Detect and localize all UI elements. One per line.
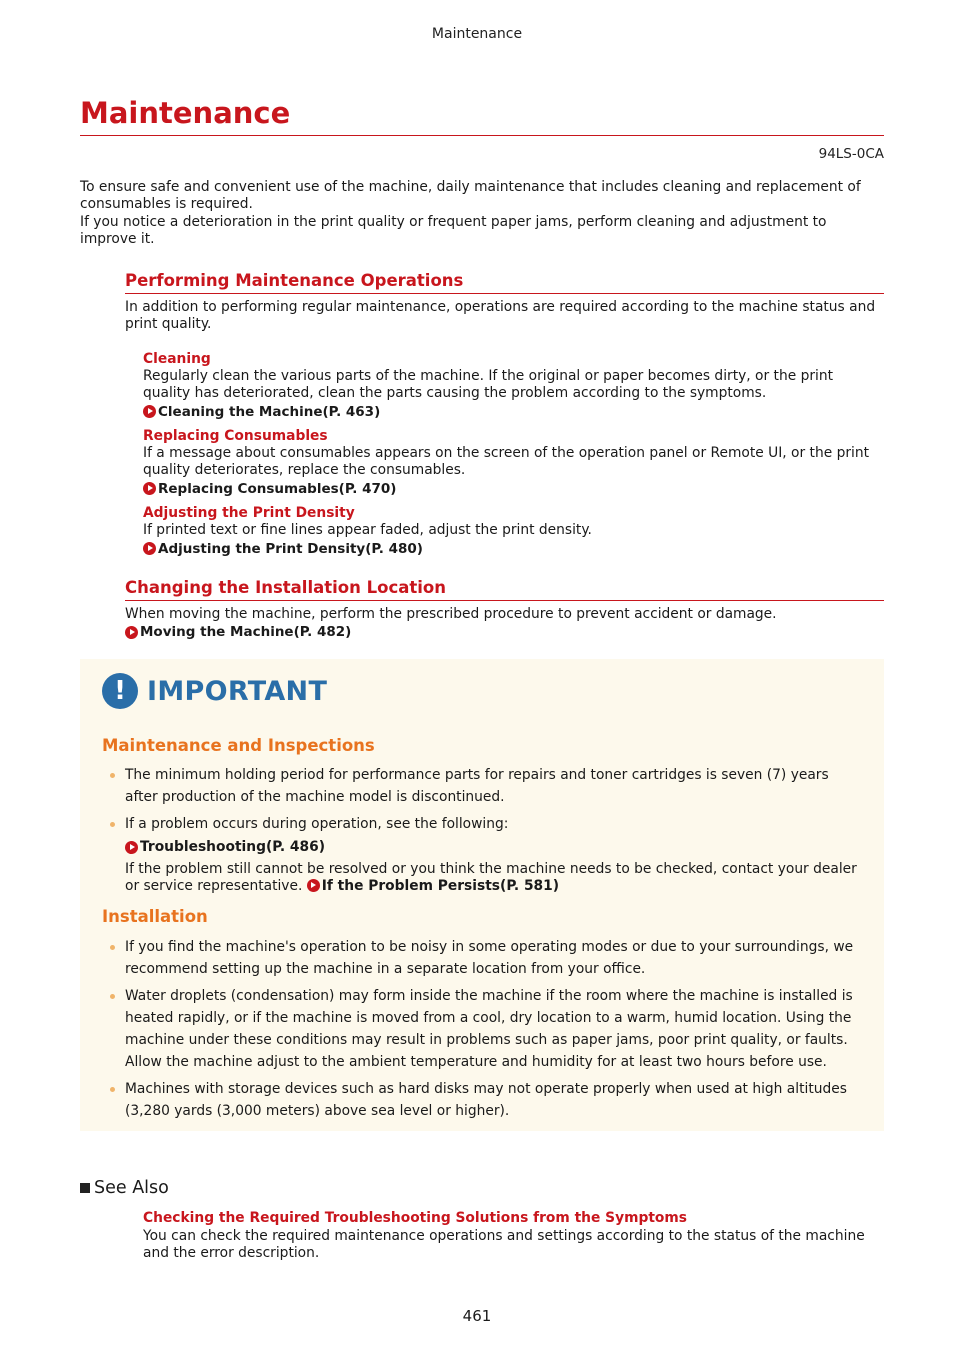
see-also-title: See Also (94, 1178, 169, 1198)
replacing-consumables-link[interactable] (143, 480, 884, 498)
arrow-circle-icon (143, 482, 156, 495)
document-id: 94LS-0CA (818, 146, 884, 162)
troubleshooting-link[interactable] (125, 836, 862, 858)
intro-paragraph: To ensure safe and convenient use of the machine, daily maintenance that includes cleaning and replacement of consumables is required. (80, 179, 861, 213)
list-item: Machines with storage devices such as hard disks may not operate properly when used at high altitudes (3,280 yards (3,000 meters) above sea level or higher). (102, 1079, 862, 1122)
intro-paragraph: If you notice a deterioration in the print quality or frequent paper jams, perform cleaning and adjustment to improve it. (80, 213, 827, 247)
page-title: Maintenance (80, 94, 884, 136)
section-changing-location (125, 577, 884, 641)
sub-item-cleaning (143, 351, 884, 421)
sub-item-desc: If printed text or fine lines appear faded, adjust the print density. (143, 522, 592, 539)
link-text: If the Problem Persists(P. 581) (321, 878, 560, 895)
section-performing-maintenance (125, 270, 884, 558)
link-text: Cleaning the Machine(P. 463) (158, 403, 381, 420)
installation-bullets (102, 937, 862, 1129)
intro-text (80, 179, 880, 248)
list-item (102, 814, 862, 895)
arrow-circle-icon (307, 879, 320, 892)
sub-item-title: Cleaning (143, 350, 211, 367)
arrow-circle-icon (143, 542, 156, 555)
arrow-circle-icon (125, 841, 138, 854)
section-body: In addition to performing regular maintenance, operations are required according to the machine status and print quality. (125, 299, 876, 333)
see-also-item (143, 1210, 883, 1262)
link-text: Adjusting the Print Density(P. 480) (158, 540, 423, 557)
maintenance-bullets (102, 765, 862, 902)
list-item: Water droplets (condensation) may form inside the machine if the room where the machine is installed is heated rapidly, or if the machine is moved from a cool, dry location to a warm, humid location. Using the machine under these conditions may result in problems such as paper jams, poor print quality, or faults. Allow the machine adjust to the ambient temperature and humidity for at least two hours before use. (102, 986, 862, 1073)
installation-title: Installation (102, 907, 208, 926)
moving-machine-link[interactable] (125, 623, 884, 641)
section-title: Changing the Installation Location (125, 577, 884, 601)
link-text: Replacing Consumables(P. 470) (158, 480, 397, 497)
important-box (80, 659, 884, 1131)
sub-item-replacing-consumables (143, 428, 884, 498)
running-header: Maintenance (431, 26, 523, 42)
exclamation-icon: ! (102, 673, 138, 709)
list-item: The minimum holding period for performance parts for repairs and toner cartridges is seven (7) years after production of the machine model is discontinued. (102, 765, 862, 808)
sub-item-desc: Regularly clean the various parts of the machine. If the original or paper becomes dirty, or the print quality has deteriorated, clean the parts causing the problem according to the symptoms. (143, 368, 833, 402)
link-text: Troubleshooting(P. 486) (140, 839, 326, 856)
see-also-desc: You can check the required maintenance operations and settings according to the status of the machine and the error description. (143, 1227, 865, 1261)
maintenance-inspections-title: Maintenance and Inspections (102, 736, 375, 755)
important-label: IMPORTANT (147, 675, 328, 707)
link-text: Moving the Machine(P. 482) (140, 624, 352, 641)
print-density-link[interactable] (143, 540, 884, 558)
cleaning-machine-link[interactable] (143, 403, 884, 421)
bullet-text: If a problem occurs during operation, see the following: (125, 816, 509, 833)
arrow-circle-icon (125, 626, 138, 639)
page-number: 461 (462, 1307, 492, 1325)
sub-item-desc: If a message about consumables appears on the screen of the operation panel or Remote UI, or the print quality deteriorates, replace the consumables. (143, 445, 870, 479)
sub-item-title: Adjusting the Print Density (143, 504, 355, 521)
bullet-extra-text: If the problem still cannot be resolved or you think the machine needs to be checked, contact your dealer or service representative. (125, 861, 857, 895)
arrow-circle-icon (143, 405, 156, 418)
important-header (102, 673, 327, 709)
bullet-extra (125, 861, 862, 896)
problem-persists-link[interactable] (307, 878, 559, 894)
see-also-heading (80, 1178, 169, 1198)
section-title: Performing Maintenance Operations (125, 270, 884, 294)
troubleshooting-symptoms-link[interactable]: Checking the Required Troubleshooting Solutions from the Symptoms (143, 1210, 687, 1226)
list-item: If you find the machine's operation to be noisy in some operating modes or due to your surroundings, we recommend setting up the machine in a separate location from your office. (102, 937, 862, 980)
sub-item-print-density (143, 505, 884, 558)
sub-item-title: Replacing Consumables (143, 427, 328, 444)
square-bullet-icon (80, 1183, 90, 1193)
section-body: When moving the machine, perform the prescribed procedure to prevent accident or damage. (125, 606, 777, 622)
